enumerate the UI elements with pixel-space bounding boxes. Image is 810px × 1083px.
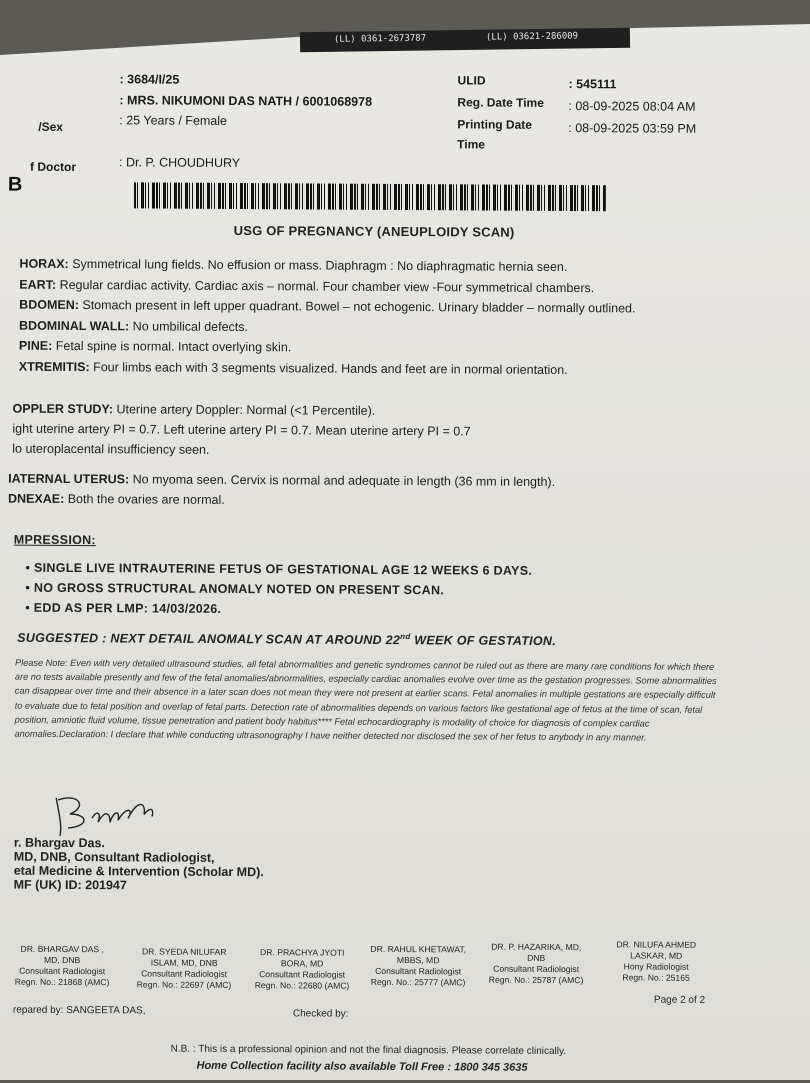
impression-text: NO GROSS STRUCTURAL ANOMALY NOTED ON PRESENT SCAN. — [34, 581, 444, 598]
findings-line — [19, 339, 291, 355]
doctor-name: DR. NILUFA AHMED — [597, 939, 715, 951]
signatory-name: r. Bhargav Das. — [14, 836, 105, 852]
nb-disclaimer: N.B. : This is a professional opinion and not the final diagnosis. Please correlate clinically. — [171, 1044, 566, 1057]
doppler-section — [3, 0, 810, 3]
ulid-value: : 545111 — [569, 77, 617, 91]
doctor-role: Consultant Radiologist — [359, 966, 477, 978]
finding-label: IATERNAL UTERUS: — [8, 472, 129, 487]
doctor-reg: Regn. No.: 25777 (AMC) — [359, 977, 477, 989]
signatory-line-3: MF (UK) ID: 201947 — [14, 878, 127, 894]
finding-text: No myoma seen. Cervix is normal and adequate in length (36 mm in length). — [129, 472, 555, 489]
doctor-deg: BORA, MD — [243, 958, 361, 970]
impression-text: SINGLE LIVE INTRAUTERINE FETUS OF GESTATIONAL AGE 12 WEEKS 6 DAYS. — [34, 561, 532, 578]
doctor-deg: MBBS, MD — [359, 955, 477, 967]
disclaimer-note: Please Note: Even with very detailed ultrasound studies, all fetal abnormalities and genetic syndromes cannot be ruled out as there are many rare conditions for which there are no tests available presently and few of the fetal anomalies/abnormalities, especially cardiac anomalies evolve over time as the gestation progresses. Some abnormalities can disappear over time and their absence in a later scan does not mean they were not present at earlier scans. Fetal anomalies in multiple gestations are especially difficult to evaluate due to fetal position and overlap of fetal parts. Detection rate of abnormalities depends on various factors like gestational age of fetus at the time of scan, fetal position, amniotic fluid volume, tissue penetration and patient body habitus**** Fetal echocardiography is modality of choice for diagnosis of complex cardiac anomalies.Declaration: I declare that while conducting ultrasonography I have neither detected nor disclosed the sex of her fetus to anybody in any manner. — [15, 656, 721, 746]
doctor-name: DR. BHARGAV DAS , — [3, 944, 121, 956]
doctor-role: Hony Radiologist — [597, 961, 715, 973]
finding-text: Regular cardiac activity. Cardiac axis – normal. Four chamber view -Four symmetrical chambers. — [56, 277, 594, 294]
impression-text: EDD AS PER LMP: 14/03/2026. — [34, 601, 222, 616]
print-time-label: Time — [457, 137, 485, 151]
reg-date-value: : 08-09-2025 08:04 AM — [568, 99, 695, 114]
doctor-roster — [3, 0, 810, 3]
doctor-role: Consultant Radiologist — [243, 969, 361, 981]
doctor-deg: LASKAR, MD — [597, 950, 715, 962]
page-number: Page 2 of 2 — [654, 995, 705, 1006]
doctor-reg: Regn. No.: 22680 (AMC) — [243, 980, 361, 992]
doctor-card — [597, 939, 715, 984]
maternal-line — [8, 492, 225, 507]
finding-text: Stomach present in left upper quadrant. Bowel – not echogenic. Urinary bladder – normally outlined. — [79, 298, 636, 315]
finding-label: DNEXAE: — [8, 492, 64, 506]
findings-section — [3, 0, 810, 3]
doctor-name: DR. RAHUL KHETAWAT, — [359, 944, 477, 956]
finding-text: No umbilical defects. — [129, 319, 248, 334]
corner-letter: B — [8, 174, 23, 197]
doppler-line — [13, 402, 376, 418]
prepared-by: repared by: SANGEETA DAS, — [13, 1005, 146, 1017]
doctor-role: Consultant Radiologist — [477, 963, 595, 975]
doctor-name: DR. P. HAZARIKA, MD, — [477, 941, 595, 953]
bullet-icon: • — [25, 601, 34, 615]
impression-item — [25, 601, 221, 616]
age-sex-label: /Sex — [38, 120, 63, 134]
maternal-section — [3, 0, 810, 3]
phone-1: (LL) 0361-2673787 — [334, 34, 426, 45]
doctor-reg: Regn. No.: 22697 (AMC) — [125, 979, 243, 991]
patient-name: : MRS. NIKUMONI DAS NATH / 6001068978 — [119, 93, 372, 109]
ulid-label: ULID — [458, 73, 486, 87]
finding-label: BDOMINAL WALL: — [19, 318, 129, 333]
findings-line — [19, 318, 248, 333]
doppler-line — [12, 442, 209, 457]
impression-heading: MPRESSION: — [14, 533, 96, 548]
doctor-card — [477, 941, 595, 986]
doctor-reg: Regn. No.: 25165 — [597, 972, 715, 984]
doctor-role: Consultant Radiologist — [3, 966, 121, 978]
doctor-reg: Regn. No.: 21868 (AMC) — [3, 977, 121, 989]
suggested-end: WEEK OF GESTATION. — [410, 633, 556, 648]
suggested-line — [17, 630, 556, 648]
findings-line — [19, 359, 568, 376]
findings-line — [19, 277, 594, 295]
suggested-text: SUGGESTED : NEXT DETAIL ANOMALY SCAN AT AROUND 22 — [17, 631, 400, 647]
report-title: USG OF PREGNANCY (ANEUPLOIDY SCAN) — [234, 223, 515, 240]
doppler-line — [12, 422, 470, 439]
impression-list — [3, 0, 810, 3]
age-sex: : 25 Years / Female — [119, 113, 227, 128]
finding-label: EART: — [19, 277, 56, 291]
reg-date-label: Reg. Date Time — [457, 95, 544, 110]
home-collection: Home Collection facility also available Toll Free : 1800 345 3635 — [197, 1060, 528, 1074]
bullet-icon: • — [25, 581, 34, 595]
doctor-name: DR. PRACHYA JYOTI — [243, 947, 361, 959]
doctor-deg: DNB — [477, 952, 595, 964]
doctor-card — [243, 947, 361, 992]
barcode — [134, 182, 606, 211]
finding-text: Both the ovaries are normal. — [64, 492, 225, 507]
finding-text: Symmetrical lung fields. No effusion or mass. Diaphragm : No diaphragmatic hernia seen. — [69, 257, 568, 274]
suggested-sup: nd — [400, 632, 410, 641]
print-date-label: Printing Date — [457, 117, 532, 131]
checked-by: Checked by: — [293, 1008, 349, 1019]
finding-text: Four limbs each with 3 segments visualized. Hands and feet are in normal orientation. — [90, 360, 568, 377]
findings-line — [19, 298, 635, 316]
finding-label: XTREMITIS: — [19, 359, 90, 373]
finding-label: OPPLER STUDY: — [13, 402, 114, 417]
doctor-deg: MD, DNB — [3, 955, 121, 967]
maternal-line — [8, 472, 555, 489]
bullet-icon: • — [26, 561, 35, 575]
signatory-line-2: etal Medicine & Intervention (Scholar MD). — [14, 864, 264, 881]
impression-item — [25, 581, 444, 598]
doctor-reg: Regn. No.: 25787 (AMC) — [477, 974, 595, 986]
doctor-label: f Doctor — [30, 160, 76, 174]
finding-text: ight uterine artery PI = 0.7. Left uterine artery PI = 0.7. Mean uterine artery PI = 0.7 — [12, 422, 470, 439]
doctor-card — [3, 944, 121, 989]
doctor-deg: ISLAM, MD, DNB — [125, 957, 243, 969]
finding-text: lo uteroplacental insufficiency seen. — [12, 442, 209, 457]
finding-label: HORAX: — [19, 257, 68, 271]
finding-label: BDOMEN: — [19, 298, 79, 312]
doctor-card — [125, 946, 243, 991]
doctor-name: DR. SYEDA NILUFAR — [125, 946, 243, 958]
finding-text: Uterine artery Doppler: Normal (<1 Percentile). — [113, 402, 375, 418]
print-date-value: : 08-09-2025 03:59 PM — [568, 121, 696, 136]
phone-2: (LL) 03621-286009 — [486, 31, 578, 42]
signatory-line-1: MD, DNB, Consultant Radiologist, — [14, 850, 215, 866]
doctor-role: Consultant Radiologist — [125, 968, 243, 980]
referring-doctor: : Dr. P. CHOUDHURY — [119, 155, 240, 170]
finding-label: PINE: — [19, 339, 52, 353]
findings-line — [19, 257, 567, 274]
finding-text: Fetal spine is normal. Intact overlying skin. — [52, 339, 291, 354]
impression-item — [26, 561, 533, 578]
lab-number: : 3684/I/25 — [120, 72, 180, 86]
doctor-card — [359, 944, 477, 989]
